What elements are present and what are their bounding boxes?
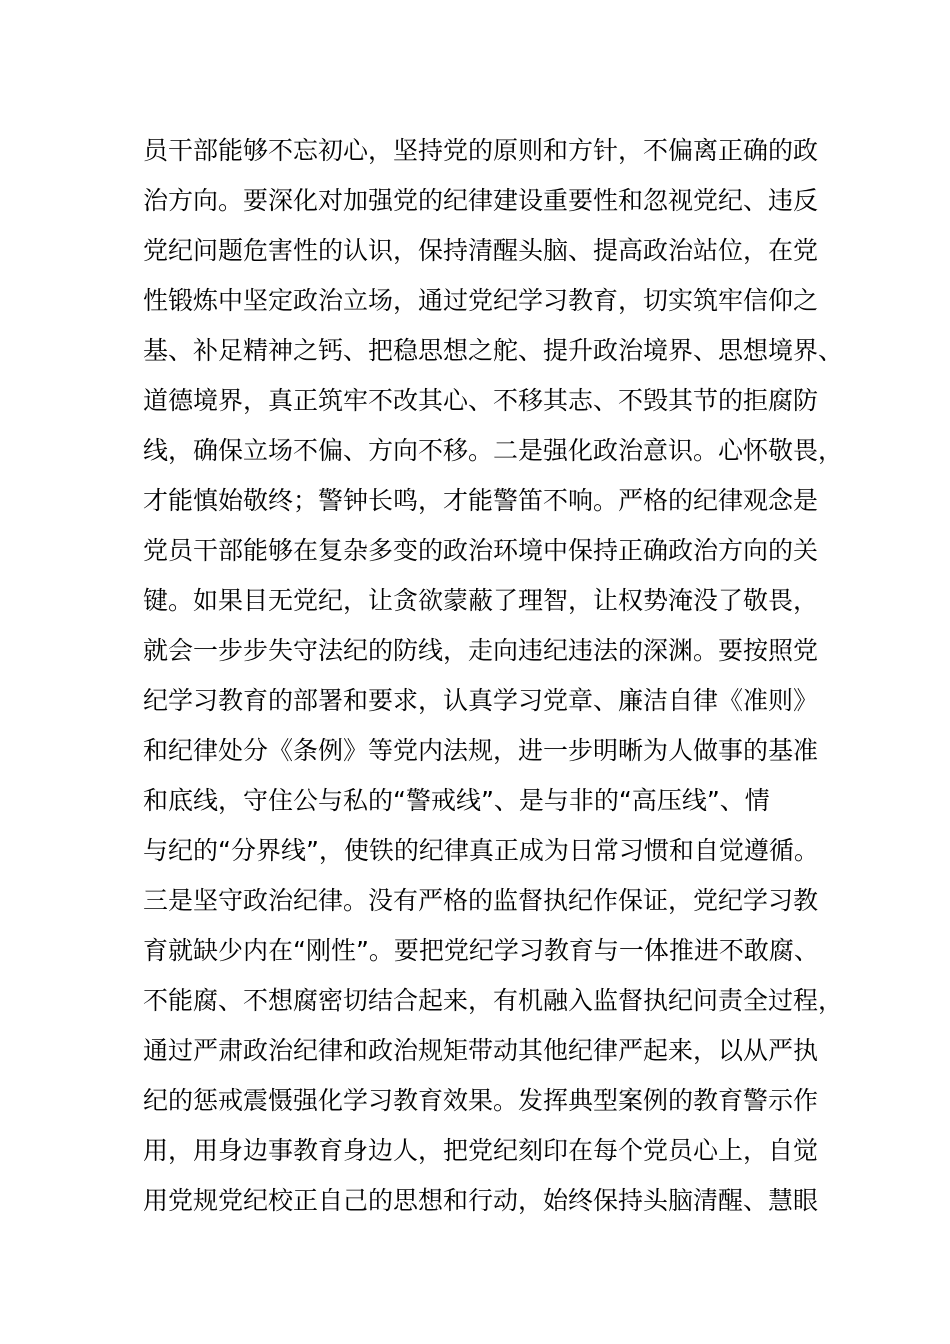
text-line: 键。如果目无党纪，让贪欲蒙蔽了理智，让权势淹没了敬畏，	[143, 586, 819, 615]
text-line: 就会一步步失守法纪的防线，走向违纪违法的深渊。要按照党	[143, 636, 819, 665]
body-text	[143, 126, 844, 1226]
text-line: 和底线，守住公与私的“警戒线”、是与非的“高压线”、情	[143, 786, 770, 815]
text-line: 不能腐、不想腐密切结合起来，有机融入监督执纪问责全过程，	[143, 986, 844, 1015]
text-line: 道德境界，真正筑牢不改其心、不移其志、不毁其节的拒腐防	[143, 386, 819, 415]
text-line: 治方向。要深化对加强党的纪律建设重要性和忽视党纪、违反	[143, 186, 819, 215]
text-line: 才能慎始敬终；警钟长鸣，才能警笛不响。严格的纪律观念是	[143, 486, 819, 515]
text-line: 纪学习教育的部署和要求，认真学习党章、廉洁自律《准则》	[143, 686, 819, 715]
text-line: 通过严肃政治纪律和政治规矩带动其他纪律严起来，以从严执	[143, 1036, 819, 1065]
text-line: 纪的惩戒震慑强化学习教育效果。发挥典型案例的教育警示作	[143, 1086, 819, 1115]
text-line: 党员干部能够在复杂多变的政治环境中保持正确政治方向的关	[143, 536, 819, 565]
text-line: 与纪的“分界线”，使铁的纪律真正成为日常习惯和自觉遵循。	[143, 836, 819, 865]
text-line: 用，用身边事教育身边人，把党纪刻印在每个党员心上，自觉	[143, 1136, 819, 1165]
text-line: 育就缺少内在“刚性”。要把党纪学习教育与一体推进不敢腐、	[143, 936, 819, 965]
text-line: 和纪律处分《条例》等党内法规，进一步明晰为人做事的基准	[143, 736, 819, 765]
text-line: 基、补足精神之钙、把稳思想之舵、提升政治境界、思想境界、	[143, 336, 844, 365]
text-line: 用党规党纪校正自己的思想和行动，始终保持头脑清醒、慧眼	[143, 1186, 819, 1215]
text-line: 线，确保立场不偏、方向不移。二是强化政治意识。心怀敬畏，	[143, 436, 844, 465]
text-line: 党纪问题危害性的认识，保持清醒头脑、提高政治站位，在党	[143, 236, 819, 265]
text-line: 三是坚守政治纪律。没有严格的监督执纪作保证，党纪学习教	[143, 886, 819, 915]
text-line: 员干部能够不忘初心，坚持党的原则和方针，不偏离正确的政	[143, 136, 819, 165]
text-line: 性锻炼中坚定政治立场，通过党纪学习教育，切实筑牢信仰之	[143, 286, 819, 315]
